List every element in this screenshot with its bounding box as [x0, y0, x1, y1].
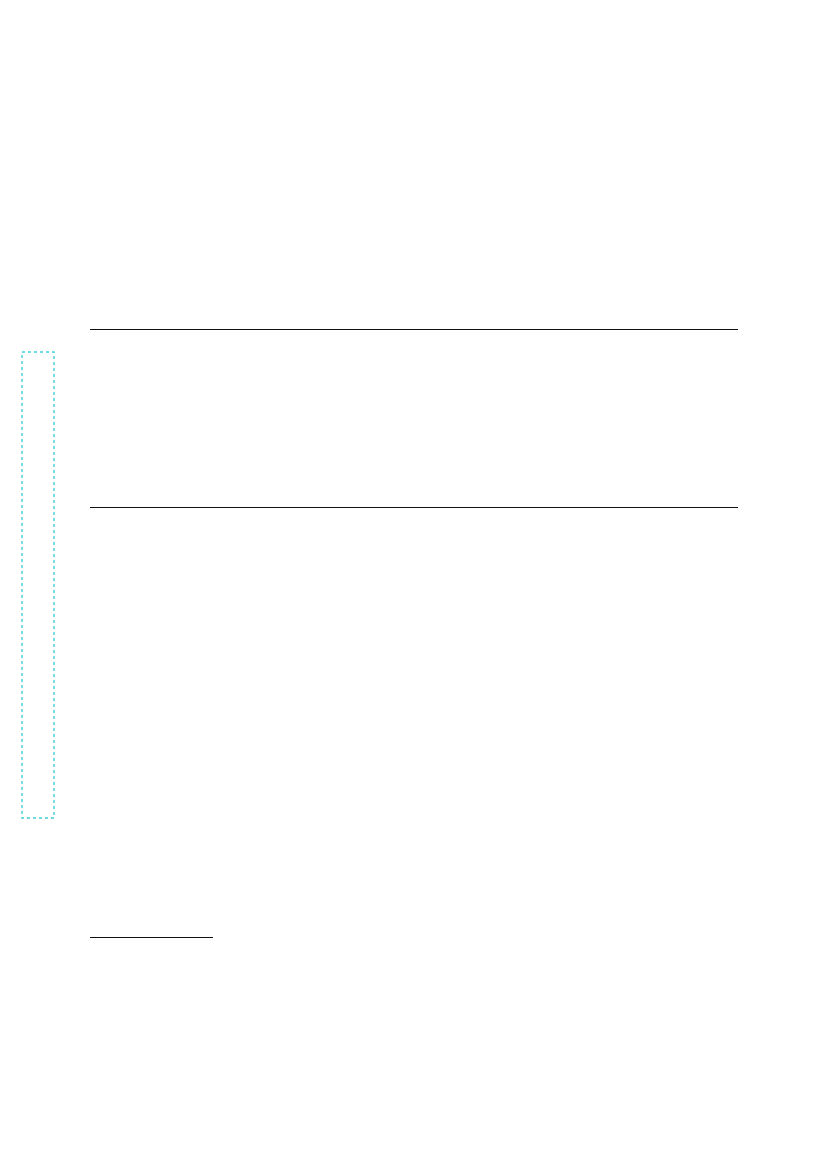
left-column	[90, 524, 398, 541]
abstract-bottom-rule	[90, 507, 738, 508]
footnote-rule	[90, 937, 213, 938]
arxiv-stamp	[18, 350, 58, 820]
keywords	[90, 478, 738, 494]
abstract-top-rule	[90, 329, 738, 330]
